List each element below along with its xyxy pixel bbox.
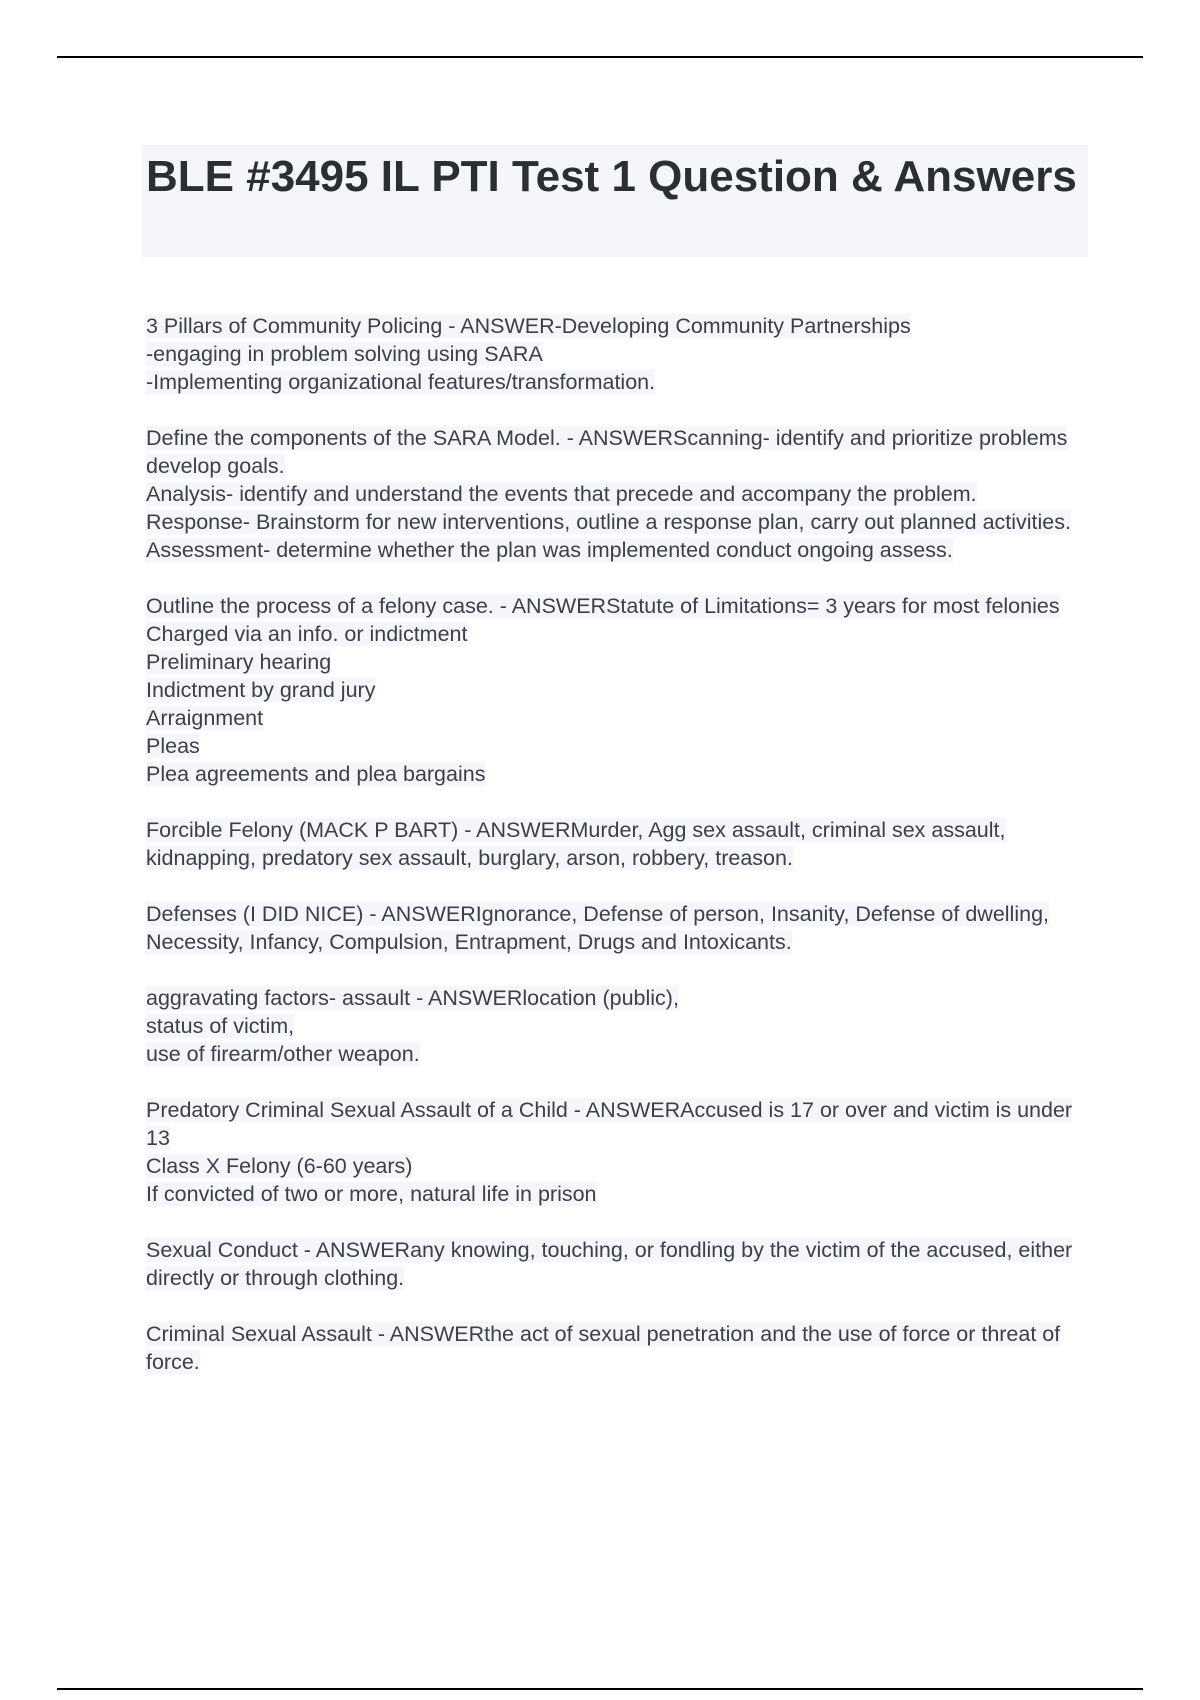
qa-line [146,900,1088,956]
qa-line [146,368,1088,396]
qa-item [142,1236,1088,1292]
qa-line-text: Response- Brainstorm for new interventions, outline a response plan, carry out planned activities. [146,510,1071,534]
qa-line [146,984,1088,1012]
qa-line [146,480,1088,508]
qa-line [146,312,1088,340]
qa-item [142,816,1088,872]
qa-line [146,1236,1088,1292]
qa-line [146,620,1088,648]
qa-line-text: Class X Felony (6-60 years) [146,1154,413,1178]
qa-line [146,1040,1088,1068]
qa-line-text: If convicted of two or more, natural life in prison [146,1182,597,1206]
qa-item [142,312,1088,396]
qa-line-text: Outline the process of a felony case. - ANSWERStatute of Limitations= 3 years for most felonies [146,594,1060,618]
qa-line [146,340,1088,368]
qa-line-text: Defenses (I DID NICE) - ANSWERIgnorance, Defense of person, Insanity, Defense of dwelling, Necessity, Infancy, Compulsion, Entrapment, Drugs and Intoxicants. [146,902,1049,954]
qa-line-text: Arraignment [146,706,264,730]
qa-line-text: Charged via an info. or indictment [146,622,468,646]
qa-line-text: status of victim, [146,1014,295,1038]
qa-line-text: Predatory Criminal Sexual Assault of a Child - ANSWERAccused is 17 or over and victim is under 13 [146,1098,1073,1150]
qa-line [146,508,1088,536]
qa-item [142,1096,1088,1208]
qa-line-text: Pleas [146,734,200,758]
qa-line-text: use of firearm/other weapon. [146,1042,420,1066]
qa-line [146,1320,1088,1376]
qa-line-text: Define the components of the SARA Model. - ANSWERScanning- identify and prioritize problems develop goals. [146,426,1068,478]
qa-line-text: Plea agreements and plea bargains [146,762,486,786]
qa-line [146,1096,1088,1152]
qa-line [146,676,1088,704]
qa-line-text: Forcible Felony (MACK P BART) - ANSWERMurder, Agg sex assault, criminal sex assault, kidnapping, predatory sex assault, burglary, arson, robbery, treason. [146,818,1006,870]
qa-line [146,1152,1088,1180]
qa-line [146,816,1088,872]
qa-line [146,592,1088,620]
qa-item [142,424,1088,564]
qa-line [146,536,1088,564]
qa-line-text: -Implementing organizational features/transformation. [146,370,656,394]
qa-line-text: Sexual Conduct - ANSWERany knowing, touching, or fondling by the victim of the accused, either directly or through clothing. [146,1238,1073,1290]
qa-line-text: Indictment by grand jury [146,678,376,702]
qa-line [146,704,1088,732]
qa-line-text: Preliminary hearing [146,650,332,674]
top-rule [57,56,1143,58]
qa-line [146,1180,1088,1208]
qa-list [142,312,1088,1404]
qa-item [142,1320,1088,1376]
qa-line-text: Criminal Sexual Assault - ANSWERthe act of sexual penetration and the use of force or threat of force. [146,1322,1061,1374]
qa-line [146,648,1088,676]
qa-line-text: -engaging in problem solving using SARA [146,342,543,366]
qa-item [142,984,1088,1068]
qa-item [142,592,1088,788]
bottom-rule [57,1688,1143,1690]
qa-line-text: aggravating factors- assault - ANSWERlocation (public), [146,986,679,1010]
qa-line [146,732,1088,760]
qa-line-text: 3 Pillars of Community Policing - ANSWER-Developing Community Partnerships [146,314,911,338]
qa-line-text: Assessment- determine whether the plan was implemented conduct ongoing assess. [146,538,953,562]
qa-line [146,760,1088,788]
qa-item [142,900,1088,956]
qa-line [146,424,1088,480]
qa-line-text: Analysis- identify and understand the events that precede and accompany the problem. [146,482,977,506]
document-title: BLE #3495 IL PTI Test 1 Question & Answers [142,145,1088,257]
qa-line [146,1012,1088,1040]
